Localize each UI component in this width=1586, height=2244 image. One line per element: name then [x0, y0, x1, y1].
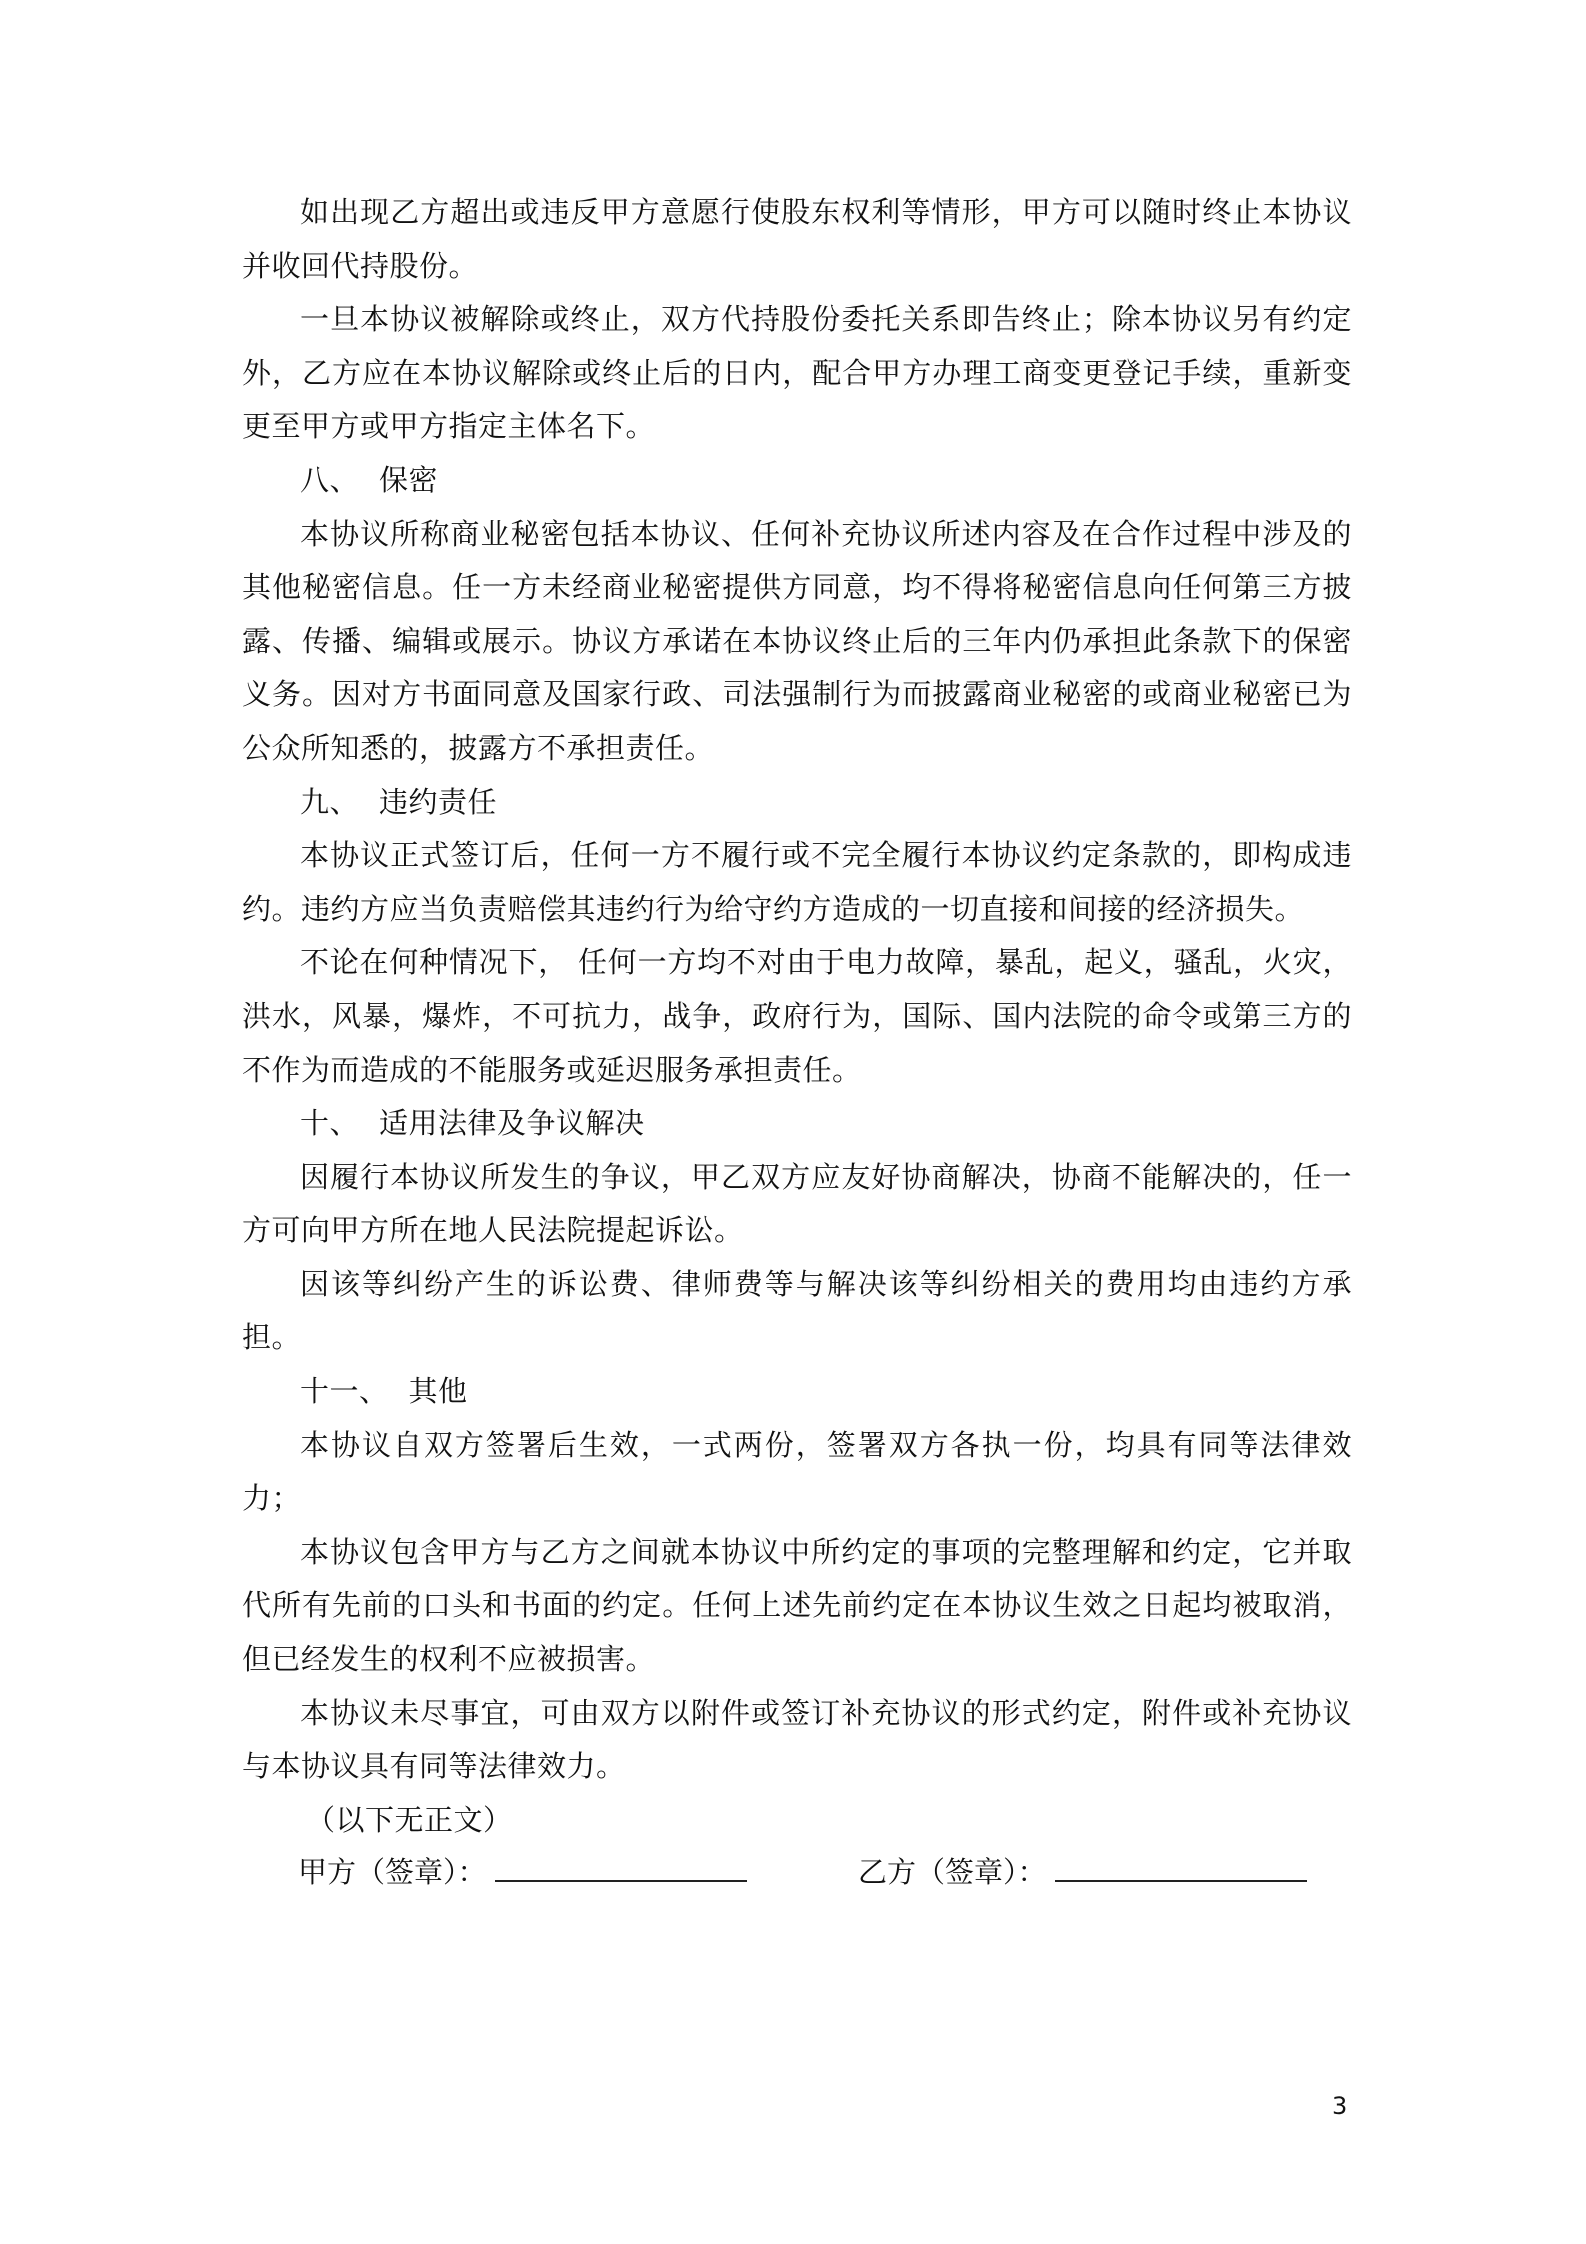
section-title: 保密 [379, 462, 439, 497]
section-title: 适用法律及争议解决 [379, 1106, 645, 1141]
section-title: 其他 [408, 1374, 468, 1409]
paragraph: 本协议自双方签署后生效，一式两份，签署双方各执一份，均具有同等法律效力； [242, 1427, 1352, 1516]
signature-line [495, 1852, 747, 1882]
paragraph: 因履行本协议所发生的争议，甲乙双方应友好协商解决，协商不能解决的，任一方可向甲方所在地人民法院提起诉讼。 [242, 1159, 1352, 1248]
signature-party-a [298, 1852, 747, 1892]
section-title: 违约责任 [379, 784, 498, 819]
end-note: （以下无正文） [306, 1802, 513, 1837]
paragraph: 本协议所称商业秘密包括本协议、任何补充协议所述内容及在合作过程中涉及的其他秘密信息。任一方未经商业秘密提供方同意，均不得将秘密信息向任何第三方披露、传播、编辑或展示。协议方承诺在本协议终止后的三年内仍承担此条款下的保密义务。因对方书面同意及国家行政、司法强制行为而披露商业秘密的或商业秘密已为公众所知悉的，披露方不承担责任。 [242, 516, 1352, 765]
section-heading-other [242, 1365, 1352, 1419]
page-number: 3 [1332, 2092, 1348, 2120]
signature-party-b [858, 1852, 1307, 1892]
section-number: 十、 [300, 1106, 360, 1141]
document-body [242, 186, 1352, 1847]
paragraph: 本协议正式签订后，任何一方不履行或不完全履行本协议约定条款的，即构成违约。违约方应当负责赔偿其违约行为给守约方造成的一切直接和间接的经济损失。 [242, 838, 1352, 926]
signature-block [0, 1852, 1586, 1912]
section-number: 九、 [300, 784, 360, 819]
section-number: 十一、 [300, 1374, 389, 1409]
signature-label: 乙方（签章）： [858, 1855, 1047, 1889]
section-heading-confidentiality [242, 454, 1352, 508]
paragraph: 本协议包含甲方与乙方之间就本协议中所约定的事项的完整理解和约定，它并取代所有先前的口头和书面的约定。任何上述先前约定在本协议生效之日起均被取消，但已经发生的权利不应被损害。 [242, 1534, 1352, 1677]
paragraph: 如出现乙方超出或违反甲方意愿行使股东权利等情形，甲方可以随时终止本协议并收回代持股份。 [242, 195, 1352, 283]
paragraph: 因该等纠纷产生的诉讼费、律师费等与解决该等纠纷相关的费用均由违约方承担。 [242, 1266, 1352, 1355]
section-number: 八、 [300, 462, 360, 497]
section-heading-liability [242, 776, 1352, 830]
paragraph: 不论在何种情况下， 任何一方均不对由于电力故障，暴乱，起义，骚乱，火灾，洪水，风暴，爆炸，不可抗力，战争，政府行为，国际、国内法院的命令或第三方的不作为而造成的不能服务或延迟服务承担责任。 [242, 945, 1352, 1087]
paragraph: 本协议未尽事宜，可由双方以附件或签订补充协议的形式约定，附件或补充协议与本协议具有同等法律效力。 [242, 1695, 1352, 1784]
signature-label: 甲方（签章）： [298, 1855, 487, 1889]
section-heading-governing-law [242, 1097, 1352, 1151]
signature-line [1055, 1852, 1307, 1882]
paragraph: 一旦本协议被解除或终止，双方代持股份委托关系即告终止；除本协议另有约定外，乙方应在本协议解除或终止后的日内，配合甲方办理工商变更登记手续，重新变更至甲方或甲方指定主体名下。 [242, 302, 1352, 444]
